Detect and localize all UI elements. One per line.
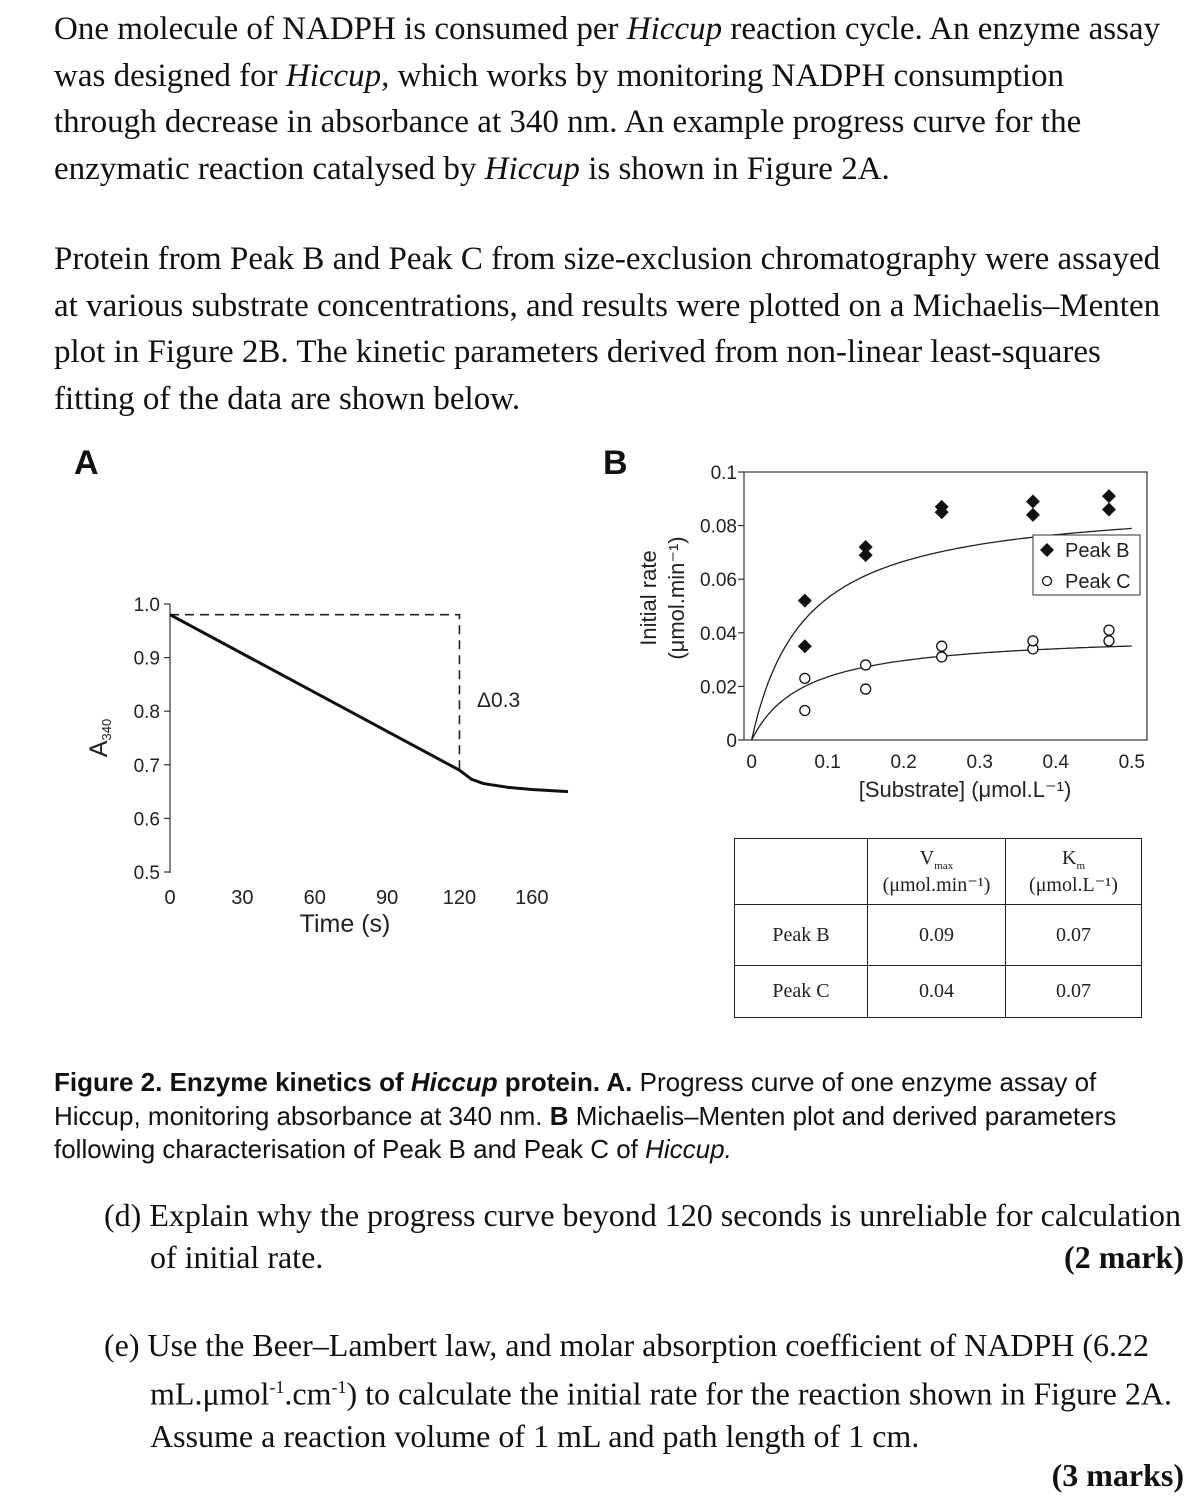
peak-c-data-point (800, 673, 810, 683)
peak-c-data-point (1104, 625, 1114, 635)
row-label: Peak B (735, 905, 868, 966)
row-label: Peak C (735, 966, 868, 1018)
intro-text: One molecule of NADPH is consumed per (54, 11, 627, 47)
panel-label-a: A (74, 444, 99, 482)
y-tick-label: 0.7 (133, 755, 160, 777)
peak-c-data-point (800, 706, 810, 716)
peak-c-data-point (861, 660, 871, 670)
peak-c-data-point (861, 684, 871, 694)
peak-b-data-point (1026, 494, 1040, 508)
kinetic-parameters-table (734, 838, 1142, 1018)
x-tick-label: 0.1 (814, 752, 841, 773)
x-tick-label: 0.4 (1042, 752, 1069, 773)
y-axis-label-line2: (μmol.min⁻¹) (664, 536, 689, 660)
x-tick-label: 60 (303, 887, 326, 909)
y-tick-label: 1.0 (133, 595, 160, 616)
intro-paragraph-2: Protein from Peak B and Peak C from size-exclusion chromatography were assayed at various substrate concentrations, and results were plotted on a Michaelis–Menten plot in Figure 2B. The kinetic parameters derived from non-linear least-squares fitting of the data are shown below. (54, 241, 1161, 417)
y-tick-label: 0.08 (700, 516, 737, 538)
question-d (104, 1194, 1184, 1284)
caption-bold: B (549, 1100, 569, 1131)
question-superscript: -1 (269, 1377, 285, 1397)
y-tick-label: 0.6 (133, 809, 160, 831)
question-text: Use the Beer–Lambert law, and molar absorption coefficient of NADPH (6.22 mL.μmol (147, 1327, 1149, 1412)
x-axis-label: Time (s) (299, 910, 391, 938)
km-subscript: m (1076, 859, 1085, 872)
vmax-value: 0.09 (868, 905, 1006, 966)
intro-paragraph-1 (54, 6, 1174, 192)
peak-c-data-point (1104, 636, 1114, 646)
question-marks: (2 mark) (1064, 1239, 1184, 1275)
delta-annotation-label: Δ0.3 (477, 689, 521, 712)
caption-bold: Figure 2. Enzyme kinetics of (54, 1067, 411, 1097)
table-corner-cell (735, 839, 868, 905)
question-text: .cm (284, 1375, 332, 1412)
caption-bold: protein. A. (497, 1067, 633, 1097)
peak-c-data-point (937, 641, 947, 651)
progress-curve-chart (0, 580, 600, 950)
y-tick-label: 0.06 (700, 570, 737, 592)
vmax-symbol: V (919, 846, 935, 869)
caption-bold-italic: Hiccup (410, 1067, 498, 1097)
intro-italic: Hiccup (484, 150, 580, 187)
km-symbol: K (1061, 846, 1077, 869)
intro-italic: Hiccup (626, 11, 723, 47)
km-units: (μmol.L⁻¹) (1029, 873, 1118, 896)
y-tick-label: 0.04 (700, 623, 737, 645)
table-row (735, 905, 1142, 966)
x-tick-label: 90 (375, 887, 399, 909)
caption-italic: Hiccup. (645, 1134, 732, 1164)
caption-text: Progress curve of one enzyme assay of Hiccup, monitoring absorbance at 340 nm. (54, 1067, 1097, 1131)
vmax-value: 0.04 (868, 966, 1006, 1018)
question-marks: (3 marks) (1051, 1457, 1184, 1493)
peak-b-data-point (798, 594, 812, 608)
michaelis-menten-chart (600, 450, 1196, 810)
peak-b-data-point (1026, 508, 1040, 522)
peak-c-data-point (937, 652, 947, 662)
figure-caption (54, 1066, 1174, 1167)
peak-b-data-point (1102, 503, 1116, 517)
legend-label-peak-b: Peak B (1065, 540, 1130, 562)
km-value: 0.07 (1006, 966, 1142, 1018)
question-e (104, 1324, 1184, 1500)
x-tick-label: 160 (515, 887, 549, 909)
x-axis-label: [Substrate] (μmol.L⁻¹) (858, 777, 1072, 802)
legend-circle-marker (1043, 577, 1052, 586)
y-tick-label: 0.02 (700, 677, 737, 699)
x-tick-label: 0.2 (890, 752, 917, 773)
y-axis-label-line1: Initial rate (636, 550, 661, 646)
y-tick-label: 0.1 (710, 463, 737, 484)
km-header (1006, 839, 1142, 905)
y-axis-label: A340 (85, 718, 114, 758)
table-row (735, 966, 1142, 1018)
question-text: Explain why the progress curve beyond 120 seconds is unreliable for calculation of initial rate. (149, 1197, 1182, 1275)
question-text: ) to calculate the initial rate for the reaction shown in Figure 2A. Assume a reaction volume of 1 mL and path length of 1 cm. (150, 1375, 1172, 1454)
x-tick-label: 30 (231, 887, 254, 909)
vmax-header (868, 839, 1006, 905)
y-tick-label: 0.9 (133, 648, 160, 670)
km-value: 0.07 (1006, 905, 1142, 966)
vmax-units: (μmol.min⁻¹) (882, 873, 991, 896)
peak-b-data-point (1102, 489, 1116, 503)
y-tick-label: 0.8 (133, 702, 160, 724)
y-tick-label: 0.5 (133, 863, 160, 884)
intro-text: reaction cycle. An enzyme assay was designed for (54, 11, 1161, 94)
caption-text: Michaelis–Menten plot and derived parameters following characterisation of Peak B and Peak C of (54, 1100, 1117, 1164)
question-label: (d) (104, 1197, 142, 1233)
panel-label-b: B (603, 444, 628, 482)
x-tick-label: 0 (746, 752, 757, 773)
y-tick-label: 0 (726, 731, 737, 752)
question-superscript: -1 (331, 1377, 347, 1397)
peak-b-data-point (859, 540, 873, 554)
question-label: (e) (104, 1327, 140, 1363)
legend-label-peak-c: Peak C (1065, 571, 1131, 593)
intro-text: is shown in Figure 2A. (579, 150, 890, 187)
x-tick-label: 0.5 (1118, 752, 1146, 773)
intro-text: which works by monitoring NADPH consumption through decrease in absorbance at 340 nm. An example progress curve for the enzymatic reaction catalysed by (54, 57, 1082, 187)
vmax-subscript: max (934, 859, 954, 872)
x-tick-label: 120 (442, 887, 477, 909)
x-tick-label: 0 (164, 887, 176, 909)
peak-c-data-point (1028, 636, 1038, 646)
peak-b-data-point (798, 639, 812, 653)
intro-italic: Hiccup, (285, 57, 390, 94)
x-tick-label: 0.3 (966, 752, 993, 773)
